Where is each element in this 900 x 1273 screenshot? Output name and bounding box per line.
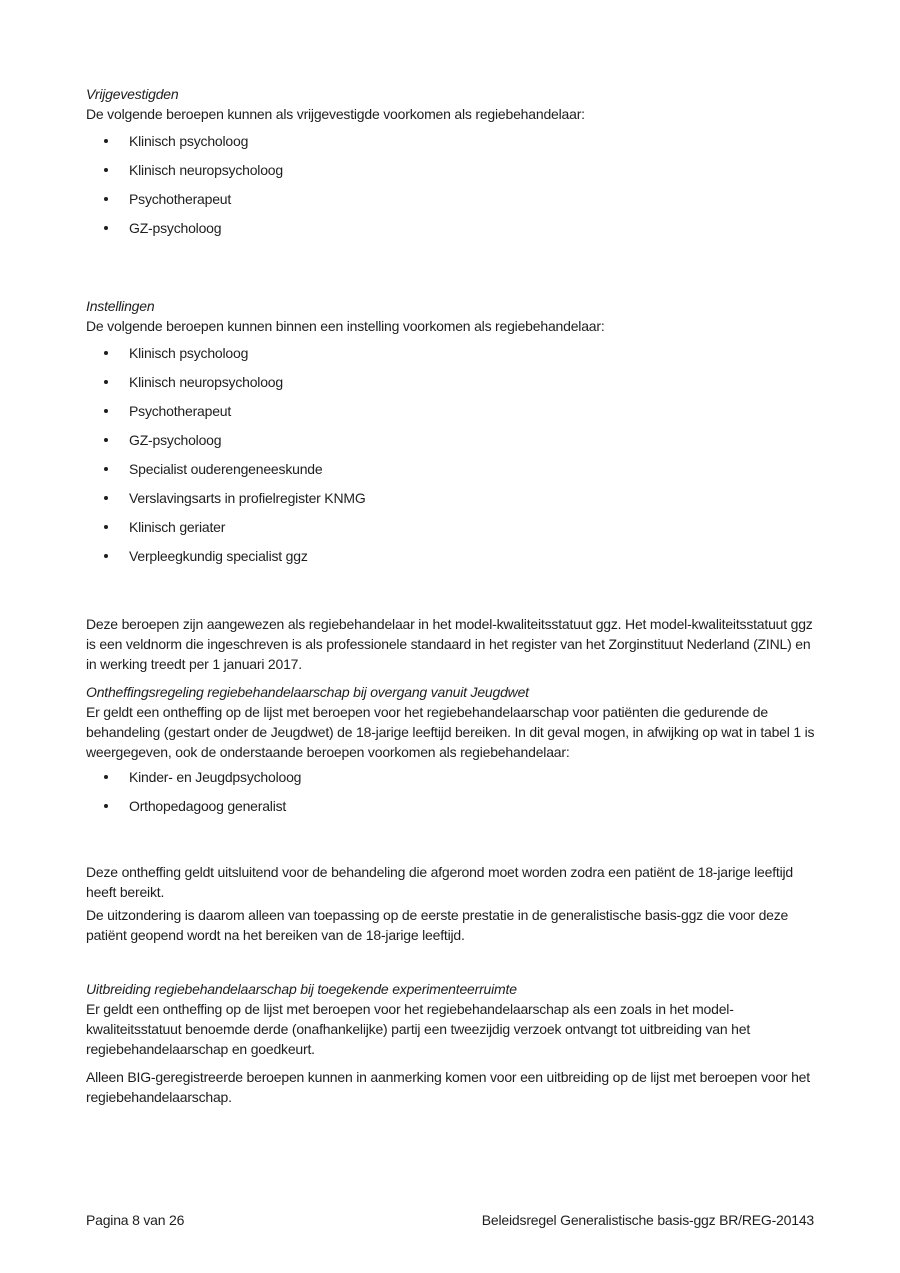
intro-vrijgevestigden: De volgende beroepen kunnen als vrijgevestigde voorkomen als regiebehandelaar: — [86, 106, 585, 122]
paragraph-ontheffingsregeling: Er geldt een ontheffing op de lijst met beroepen voor het regiebehandelaarschap voor patiënten die gedurende de behandeling (gestart onder de Jeugdwet) de 18-jarige leeftijd bereiken. In dit geval mogen, in afwijking op wat in tabel 1 is weergegeven, ook de onderstaande beroepen voorkomen als regiebehandelaar: — [86, 704, 815, 760]
paragraph-big-geregistreerde: Alleen BIG-geregistreerde beroepen kunnen in aanmerking komen voor een uitbreiding op de lijst met beroepen voor het regiebehandelaarschap. — [86, 1069, 810, 1105]
page-number: Pagina 8 van 26 — [86, 1212, 185, 1228]
paragraph-ontheffing-geldt: Deze ontheffing geldt uitsluitend voor de behandeling die afgerond moet worden zodra een patiënt de 18-jarige leeftijd heeft bereikt. — [86, 864, 793, 900]
list-item: Klinisch psycholoog — [86, 131, 816, 151]
section-heading-uitbreiding: Uitbreiding regiebehandelaarschap bij toegekende experimenteerruimte — [86, 981, 517, 997]
list-item: GZ-psycholoog — [86, 430, 816, 450]
list-item: Verpleegkundig specialist ggz — [86, 546, 816, 566]
bullet-list-instellingen — [86, 343, 816, 566]
document-title: Beleidsregel Generalistische basis-ggz BR/REG-20143 — [481, 1212, 814, 1228]
list-item: Klinisch neuropsycholoog — [86, 372, 816, 392]
section-heading-vrijgevestigden: Vrijgevestigden — [86, 86, 179, 102]
list-item: Klinisch psycholoog — [86, 343, 816, 363]
page-footer — [86, 1210, 814, 1230]
paragraph-uitbreiding: Er geldt een ontheffing op de lijst met beroepen voor het regiebehandelaarschap als een zoals in het model-kwaliteitsstatuut benoemde derde (onafhankelijke) partij een tweezijdig verzoek ontvangt tot uitbreiding van het regiebehandelaarschap en goedkeurt. — [86, 1001, 751, 1057]
list-item: Kinder- en Jeugdpsycholoog — [86, 767, 816, 787]
intro-instellingen: De volgende beroepen kunnen binnen een instelling voorkomen als regiebehandelaar: — [86, 318, 605, 334]
list-item: Orthopedagoog generalist — [86, 796, 816, 816]
bullet-list-vrijgevestigden — [86, 131, 816, 238]
list-item: Specialist ouderengeneeskunde — [86, 459, 816, 479]
list-item: GZ-psycholoog — [86, 218, 816, 238]
list-item: Psychotherapeut — [86, 401, 816, 421]
bullet-list-ontheffingsregeling — [86, 767, 816, 816]
list-item: Klinisch geriater — [86, 517, 816, 537]
section-heading-ontheffingsregeling: Ontheffingsregeling regiebehandelaarschap bij overgang vanuit Jeugdwet — [86, 684, 529, 700]
list-item: Psychotherapeut — [86, 189, 816, 209]
section-heading-instellingen: Instellingen — [86, 298, 155, 314]
paragraph-model-kwaliteitsstatuut: Deze beroepen zijn aangewezen als regiebehandelaar in het model-kwaliteitsstatuut ggz. Het model-kwaliteitsstatuut ggz is een veldnorm die ingeschreven is als professionele standaard in het register van het Zorginstituut Nederland (ZINL) en in werking treedt per 1 januari 2017. — [86, 616, 813, 672]
paragraph-uitzondering: De uitzondering is daarom alleen van toepassing op de eerste prestatie in de generalistische basis-ggz die voor deze patiënt geopend wordt na het bereiken van de 18-jarige leeftijd. — [86, 907, 789, 943]
list-item: Verslavingsarts in profielregister KNMG — [86, 488, 816, 508]
page-content — [86, 0, 816, 1107]
list-item: Klinisch neuropsycholoog — [86, 160, 816, 180]
